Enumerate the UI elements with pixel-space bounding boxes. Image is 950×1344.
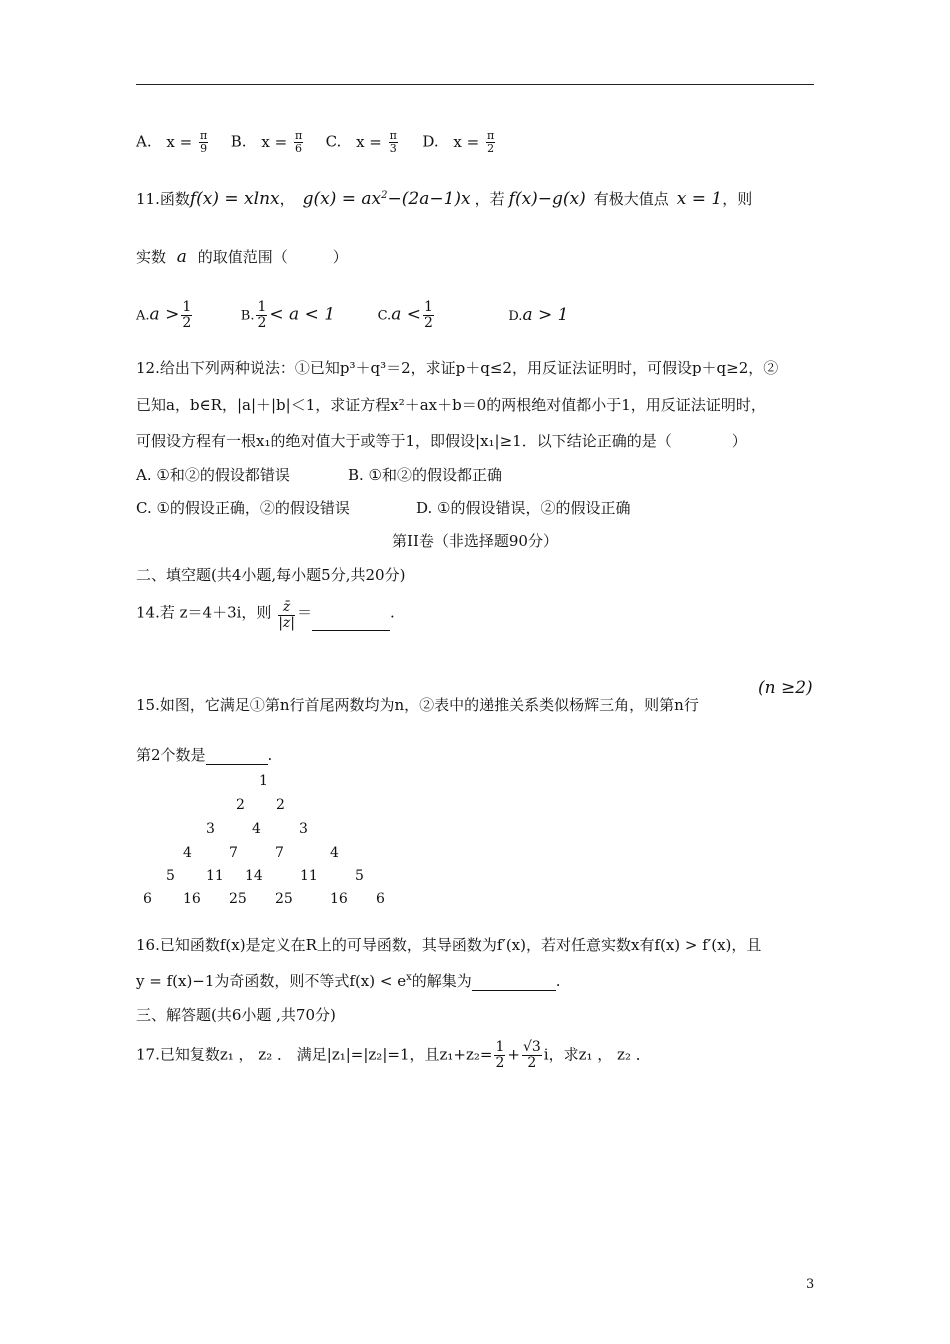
q11-option-d-expr: a > 1 bbox=[522, 304, 569, 325]
triangle-cell: 3 bbox=[299, 821, 308, 837]
q16-line2 bbox=[136, 970, 561, 991]
triangle-cell: 5 bbox=[166, 868, 175, 884]
q11-option-a-frac: $\frac{1}{2}$ bbox=[182, 299, 192, 331]
triangle-cell: 5 bbox=[355, 868, 364, 884]
q10-option-a-frac: $\frac{\pi}{9}$ bbox=[199, 129, 208, 155]
q14-text-b: ＝ bbox=[297, 603, 313, 622]
q10-option-b-label: B. bbox=[230, 132, 247, 151]
q12-option-a: A. ①和②的假设都错误 bbox=[136, 466, 290, 484]
q11-comma: ， bbox=[279, 190, 295, 208]
triangle-cell: 25 bbox=[229, 891, 247, 907]
q16-line2-b: 的解集为 bbox=[411, 972, 472, 990]
q11-a-var: a bbox=[176, 247, 187, 267]
q11-line2 bbox=[136, 246, 348, 267]
q17 bbox=[136, 1040, 651, 1071]
q10-option-b-expr: x = bbox=[261, 132, 288, 151]
q11-line2-a: 实数 bbox=[136, 248, 167, 266]
q11-end: ，则 bbox=[722, 190, 753, 208]
q11-g-expr-b: −(2a−1)x bbox=[387, 189, 471, 209]
triangle-cell: 6 bbox=[376, 891, 385, 907]
triangle-cell: 7 bbox=[275, 845, 284, 861]
q11-prefix: 11.函数 bbox=[136, 190, 190, 208]
q11-option-b-label: B. bbox=[240, 308, 255, 324]
q12-option-c: C. ①的假设正确，②的假设错误 bbox=[136, 499, 350, 517]
q16-end: . bbox=[555, 972, 561, 990]
q11-x-expr: x = 1 bbox=[676, 189, 723, 209]
part2-title: 第II卷（非选择题90分） bbox=[392, 532, 558, 550]
triangle-cell: 25 bbox=[275, 891, 293, 907]
q16-answer-blank bbox=[472, 976, 556, 991]
q17-frac-2: $\frac{√3}{2}$ bbox=[522, 1039, 541, 1071]
q12-line2: 已知a，b∈R，|a|＋|b|＜1，求证方程x²＋ax＋b＝0的两根绝对值都小于1，用反证法证明时， bbox=[136, 396, 766, 414]
q14-frac: $\frac{z̄}{|z|}$ bbox=[278, 596, 295, 631]
triangle-cell: 14 bbox=[245, 868, 263, 884]
q11-option-d-label: D. bbox=[508, 308, 523, 324]
triangle-cell: 11 bbox=[206, 868, 224, 884]
q11-option-c-expr: a < bbox=[391, 304, 421, 325]
q10-option-b-frac: $\frac{\pi}{6}$ bbox=[294, 129, 303, 155]
q11-option-b-frac: $\frac{1}{2}$ bbox=[257, 299, 267, 331]
header-rule bbox=[136, 84, 814, 85]
triangle-cell: 4 bbox=[252, 821, 261, 837]
section3-title: 三、解答题(共6小题 ,共70分) bbox=[136, 1006, 336, 1024]
triangle-cell: 11 bbox=[300, 868, 318, 884]
q11-options bbox=[136, 300, 568, 331]
q16-exp: x bbox=[406, 972, 412, 983]
q11-fg-expr: f(x)−g(x) bbox=[508, 189, 586, 209]
q11-g-expr-a: g(x) = ax bbox=[302, 189, 382, 209]
q16-line1: 16.已知函数f(x)是定义在R上的可导函数，其导函数为f′(x)，若对任意实数x有f(x) > f′(x)，且 bbox=[136, 936, 762, 954]
triangle-cell: 4 bbox=[330, 845, 339, 861]
q11-option-a-label: A. bbox=[136, 308, 150, 324]
triangle-cell: 16 bbox=[330, 891, 348, 907]
section2-title: 二、填空题(共4小题,每小题5分,共20分) bbox=[136, 566, 406, 584]
triangle-cell: 3 bbox=[206, 821, 215, 837]
triangle-cell: 16 bbox=[183, 891, 201, 907]
q14-answer-blank bbox=[312, 616, 390, 631]
q10-option-a-expr: x = bbox=[166, 132, 193, 151]
triangle-cell: 2 bbox=[276, 797, 285, 813]
q12-option-b: B. ①和②的假设都正确 bbox=[348, 466, 503, 484]
q11-option-c-label: C. bbox=[377, 308, 392, 324]
q11-g-sup: 2 bbox=[381, 190, 388, 201]
q15-line2 bbox=[136, 744, 272, 765]
q10-option-d-expr: x = bbox=[453, 132, 480, 151]
q12-line1: 12.给出下列两种说法：①已知p³＋q³＝2，求证p＋q≤2，用反证法证明时，可假设p＋q≥2，② bbox=[136, 359, 779, 377]
q15-line2-text: 第2个数是 bbox=[136, 746, 206, 764]
q10-option-c-expr: x = bbox=[356, 132, 382, 151]
triangle-cell: 2 bbox=[236, 797, 245, 813]
q14-text-a: 14.若 z＝4＋3i，则 bbox=[136, 603, 272, 622]
q17-frac-1: $\frac{1}{2}$ bbox=[495, 1039, 505, 1071]
q16-line2-a: y = f(x)−1为奇函数，则不等式f(x) < e bbox=[136, 972, 407, 990]
q10-option-c-frac: $\frac{\pi}{3}$ bbox=[389, 129, 397, 155]
q17-text-a: 17.已知复数z₁ ， z₂ ． 满足|z₁|=|z₂|=1，且z₁+z₂= bbox=[136, 1045, 493, 1064]
q11-f-expr: f(x) = xlnx bbox=[189, 189, 280, 209]
triangle-cell: 6 bbox=[143, 891, 152, 907]
q10-option-a-label: A. bbox=[136, 132, 152, 151]
q11-mid2: 有极大值点 bbox=[593, 190, 669, 208]
q11-line1 bbox=[136, 188, 752, 209]
q12-option-d: D. ①的假设错误，②的假设正确 bbox=[416, 499, 631, 517]
q11-option-b-expr: < a < 1 bbox=[269, 304, 336, 325]
q10-option-c-label: C. bbox=[325, 132, 342, 151]
triangle-cell: 1 bbox=[259, 773, 268, 789]
q11-line2-b: 的取值范围（ ） bbox=[197, 248, 348, 266]
q15-line1: 15.如图，它满足①第n行首尾两数均为n，②表中的递推关系类似杨辉三角，则第n行 bbox=[136, 696, 699, 714]
q15-answer-blank bbox=[206, 750, 268, 765]
q11-option-a-expr: a > bbox=[149, 304, 180, 325]
q14 bbox=[136, 596, 395, 631]
q15-condition: (n ≥2) bbox=[758, 678, 813, 698]
triangle-cell: 4 bbox=[183, 845, 192, 861]
q17-text-b: i，求z₁ ， z₂ ． bbox=[543, 1045, 651, 1064]
q15-end: . bbox=[267, 746, 273, 764]
q17-plus: + bbox=[507, 1045, 520, 1064]
q10-option-d-frac: $\frac{\pi}{2}$ bbox=[486, 129, 495, 155]
q10-options bbox=[136, 130, 497, 155]
q11-mid: ，若 bbox=[474, 190, 505, 208]
q12-line3: 可假设方程有一根x₁的绝对值大于或等于1，即假设|x₁|≥1．以下结论正确的是（ ） bbox=[136, 432, 747, 450]
triangle-cell: 7 bbox=[229, 845, 238, 861]
q11-option-c-frac: $\frac{1}{2}$ bbox=[423, 299, 433, 331]
page-number: 3 bbox=[806, 1277, 815, 1292]
q14-end: . bbox=[390, 603, 395, 622]
q10-option-d-label: D. bbox=[422, 132, 439, 151]
